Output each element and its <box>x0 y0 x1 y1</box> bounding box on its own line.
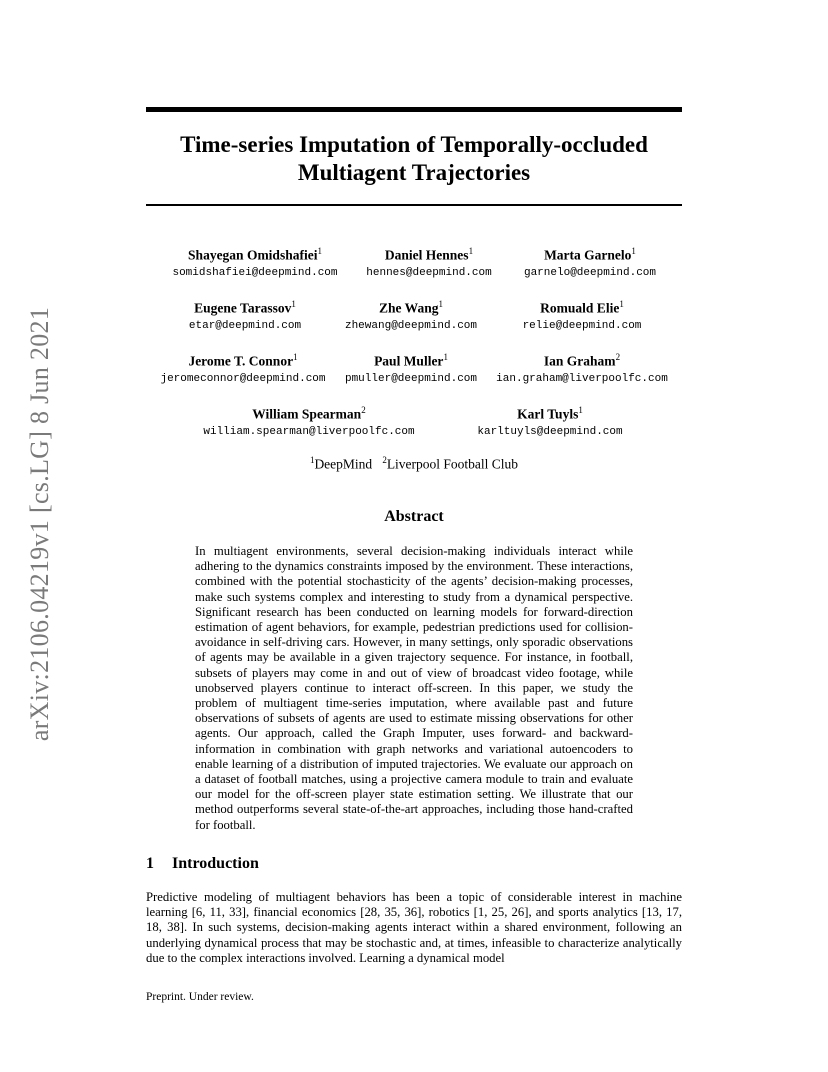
author-email: etar@deepmind.com <box>188 319 302 332</box>
author-name: Daniel Hennes$^1$ <box>384 246 474 263</box>
author-name: Zhe Wang$^1$ <box>379 299 443 316</box>
author-name: Marta Garnelo$^1$ <box>544 246 636 263</box>
title-bottom-rule <box>146 204 682 206</box>
arxiv-sidebar-stamp: arXiv:2106.04219v1 [cs.LG] 8 Jun 2021 <box>25 306 54 742</box>
author-name: William Spearman$^2$ <box>252 405 366 422</box>
author-block <box>440 402 660 439</box>
author-block <box>199 402 419 439</box>
author-email: karltuyls@deepmind.com <box>477 425 623 438</box>
author-name: Jerome T. Connor$^1$ <box>188 352 298 369</box>
title-line-1: Time-series Imputation of Temporally-occluded <box>180 132 648 157</box>
author-block <box>472 296 692 333</box>
author-email: hennes@deepmind.com <box>366 266 492 279</box>
author-name: Ian Graham$^2$ <box>543 352 621 369</box>
abstract-text: In multiagent environments, several decision-making individuals interact while adhering to the dynamics constraints imposed by the environment. These interactions, combined with the potential stochasticity of the agents’ decision-making processes, make such systems complex and interesting to study from a dynamical perspective. Significant research has been conducted on learning models for forward-direction estimation of agent behaviors, for example, pedestrian predictions used for collision-avoidance in self-driving cars. However, in many settings, only sporadic observations of agents may be available in a given trajectory sequence. For instance, in football, subsets of players may come in and out of view of broadcast video footage, while unobserved players continue to interact off-screen. In this paper, we study the problem of multiagent time-series imputation, where available past and future observations of subsets of agents are used to estimate missing observations for other agents. Our approach, called the Graph Imputer, uses forward- and backward-information in combination with graph networks and variational autoencoders to enable learning of a distribution of imputed trajectories. We evaluate our approach on a dataset of football matches, using a projective camera module to train and evaluate our model for the off-screen player state estimation setting. We illustrate that our method outperforms several state-of-the-art approaches, including those hand-crafted for football. <box>195 544 633 832</box>
author-name: Karl Tuyls$^1$ <box>517 405 583 422</box>
author-email: ian.graham@liverpoolfc.com <box>496 372 668 385</box>
author-name: Paul Muller$^1$ <box>374 352 448 369</box>
section-title: Introduction <box>172 855 259 872</box>
section-number: 1 <box>146 855 154 872</box>
author-email: jeromeconnor@deepmind.com <box>160 372 326 385</box>
title-top-rule <box>146 107 682 112</box>
affiliations: $^1$DeepMind $^2$Liverpool Football Club <box>309 455 519 472</box>
author-block <box>480 243 700 280</box>
paper-title <box>146 131 682 187</box>
author-email: relie@deepmind.com <box>522 319 642 332</box>
author-name: Eugene Tarassov$^1$ <box>194 299 296 316</box>
footer-note: Preprint. Under review. <box>146 991 254 1003</box>
author-email: garnelo@deepmind.com <box>523 266 657 279</box>
title-line-2: Multiagent Trajectories <box>297 160 531 185</box>
author-email: somidshafiei@deepmind.com <box>172 266 338 279</box>
author-name: Shayegan Omidshafiei$^1$ <box>188 246 322 263</box>
author-name: Romuald Elie$^1$ <box>540 299 624 316</box>
intro-paragraph: Predictive modeling of multiagent behaviors has been a topic of considerable interest in machine learning [6, 11, 33], financial economics [28, 35, 36], robotics [1, 25, 26], and sports analytics [13, 17, 18, 38]. In such systems, decision-making agents interact within a shared environment, following an underlying dynamical process that may be stochastic and, at times, infeasible to characterize analytically due to the complex interactions involved. Learning a dynamical model <box>146 890 682 965</box>
section-heading <box>146 855 259 873</box>
abstract-heading: Abstract <box>384 508 444 525</box>
author-block <box>472 349 692 386</box>
author-email: zhewang@deepmind.com <box>344 319 478 332</box>
author-email: william.spearman@liverpoolfc.com <box>203 425 415 438</box>
author-email: pmuller@deepmind.com <box>344 372 478 385</box>
